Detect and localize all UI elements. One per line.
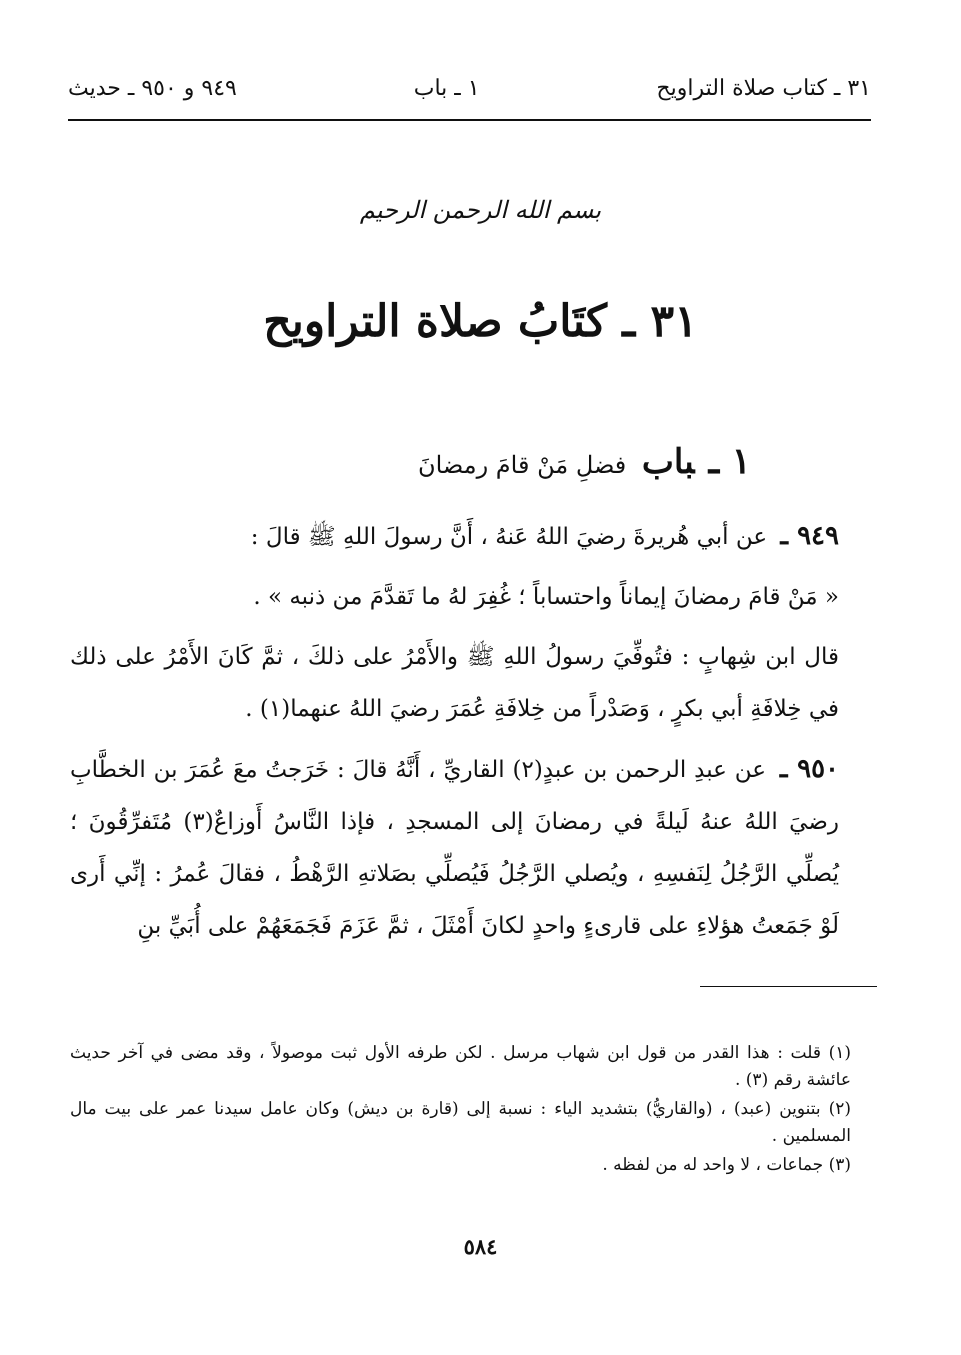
hadith-949-quote: « مَنْ قامَ رمضانَ إيماناً واحتساباً ؛ غُفِرَ لهُ ما تَقدَّمَ من ذنبه » . <box>253 584 839 610</box>
header-hadith-range: ٩٤٩ و ٩٥٠ ـ حديث <box>68 75 237 101</box>
header-book-title: ٣١ ـ كتاب صلاة التراويح <box>656 75 871 101</box>
header-divider <box>68 119 871 121</box>
hadith-number: ٩٤٩ ـ <box>780 521 839 551</box>
chapter-keyword: باب <box>641 442 695 482</box>
footnote: (٢) بتنوين (عبد) ، (والقاريُّ) بتشديد الياء : نسبة إلى (قارة بن ديش) وكان عامل سيدنا عمر على بيت مال المسلمين . <box>70 1099 851 1146</box>
hadith-949-commentary: قال ابن شِهابٍ : فتُوفِّيَ رسولُ اللهِ ﷺ والأَمْرُ على ذلكَ ، ثمَّ كَانَ الأَمْرُ على ذلك في خِلافَةِ أبي بكرٍ ، وَصَدْراً من خِلافَةِ عُمَرَ رضيَ اللهُ عنهما(١) . <box>70 644 839 722</box>
footnotes <box>70 1040 871 1181</box>
hadith-950 <box>70 743 871 952</box>
chapter-heading <box>418 440 751 482</box>
book-title: ٣١ ـ كتَابُ صلاة التراويح <box>263 296 698 347</box>
footnote-divider <box>700 986 877 987</box>
hadith-949-intro <box>70 510 871 563</box>
hadith-number: ٩٥٠ ـ <box>779 754 840 784</box>
footnote: (٣) جماعات ، لا واحد له من لفظه . <box>602 1155 851 1175</box>
page-number: ٥٨٤ <box>463 1234 498 1259</box>
main-text <box>70 510 871 960</box>
header-chapter: ١ ـ باب <box>413 75 480 101</box>
hadith-text: عن أبي هُريرةَ رضيَ اللهُ عَنهُ ، أَنَّ رسولَ اللهِ ﷺ قالَ : <box>250 524 768 550</box>
basmala: بسم الله الرحمن الرحيم <box>359 196 602 224</box>
footnote: (١) قلت : هذا القدر من قول ابن شهاب مرسل . لكن طرفه الأول ثبت موصولاً ، وقد مضى في آخر حديث عائشة رقم (٣) . <box>70 1043 851 1090</box>
running-header <box>68 68 871 108</box>
chapter-number: ١ ـ <box>708 440 751 482</box>
hadith-text: عن عبدِ الرحمن بن عبدٍ(٢) القاريِّ ، أَنَّهُ قالَ : خَرَجتُ معَ عُمَرَ بن الخطَّابِ رضيَ اللهُ عنهُ لَيلةً في رمضانَ إلى المسجدِ ، فإذا النَّاسُ أَوزاعٌ(٣) مُتَفرِّقُونَ ؛ يُصلِّي الرَّجُلُ لِنَفسِهِ ، ويُصلي الرَّجُلُ فَيُصلِّي بصَلاتهِ الرَّهْطُ ، فقالَ عُمرُ : إنِّي أَرى لَوْ جَمَعتُ هؤلاءِ على قارىءٍ واحدٍ لكانَ أَمْثَلَ ، ثمَّ عَزَمَ فَجَمَعَهُمْ على أُبَيِّ بنِ <box>70 757 839 939</box>
chapter-title: فضلِ مَنْ قامَ رمضانَ <box>417 451 627 479</box>
